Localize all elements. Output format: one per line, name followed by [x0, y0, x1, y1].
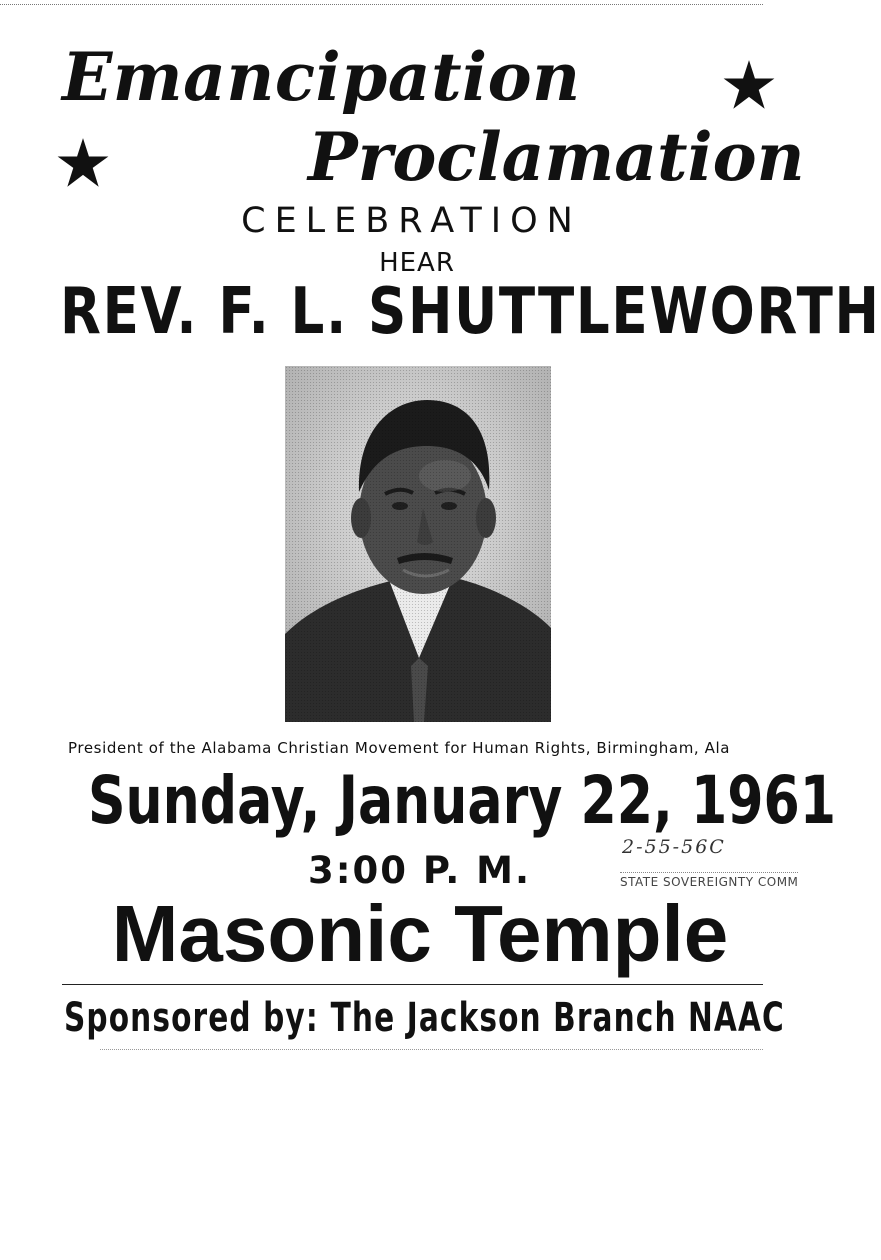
subtitle: CELEBRATION	[241, 201, 582, 241]
hear-label: HEAR	[379, 248, 455, 278]
title-line-2: Proclamation	[308, 118, 805, 196]
speaker-name: REV. F. L. SHUTTLEWORTH	[60, 275, 881, 349]
title-line-1: Emancipation	[62, 38, 581, 116]
sponsor-label: Sponsored by:	[64, 995, 319, 1041]
star-icon	[722, 58, 776, 112]
event-date: Sunday, January 22, 1961	[88, 762, 837, 839]
bottom-rule	[100, 1049, 763, 1050]
top-edge-rule	[0, 4, 763, 5]
star-icon	[56, 136, 110, 190]
speaker-caption: President of the Alabama Christian Movement for Human Rights, Birmingham, Ala	[68, 739, 731, 757]
event-time: 3:00 P. M.	[308, 849, 532, 892]
sponsor-line	[64, 995, 785, 1041]
divider-rule	[62, 984, 763, 985]
portrait-photo	[285, 366, 551, 722]
handwritten-number: 2-55-56C	[622, 836, 726, 858]
sponsor-name: The Jackson Branch NAAC	[330, 995, 785, 1041]
event-venue: Masonic Temple	[111, 889, 729, 978]
archive-stamp: STATE SOVEREIGNTY COMM	[620, 872, 798, 889]
